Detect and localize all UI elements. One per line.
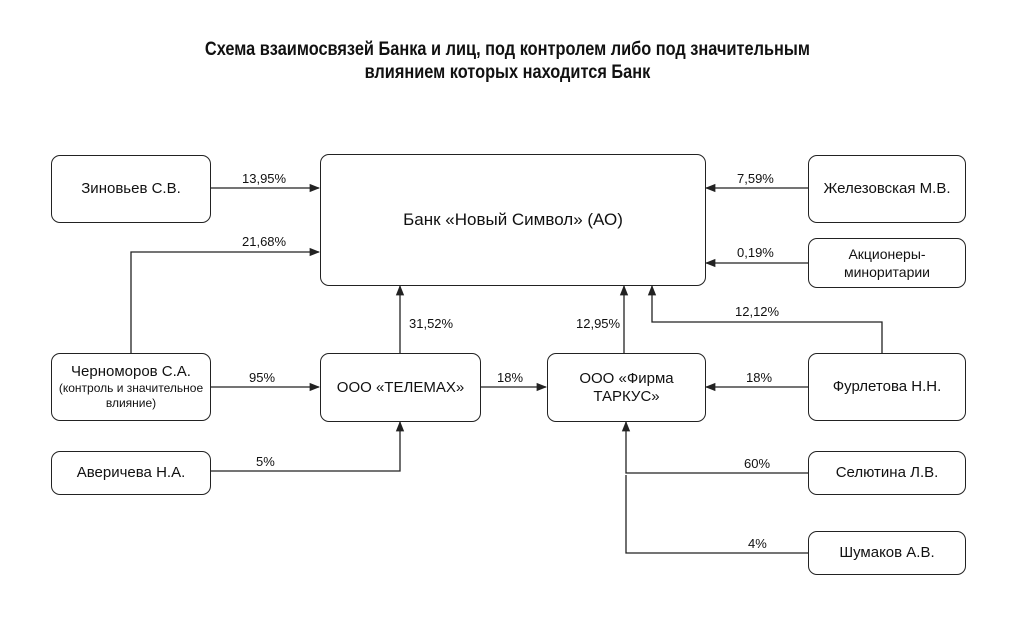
node-furletova <box>808 353 966 421</box>
node-chernomorov <box>51 353 211 421</box>
node-chernomorov-note: (контроль и значительное влияние) <box>58 381 204 410</box>
label-zinoviev-bank: 13,95% <box>242 171 287 186</box>
node-shumakov-label: Шумаков А.В. <box>839 544 935 561</box>
label-furletova-bank: 12,12% <box>735 304 780 319</box>
edge-chernomorov-bank <box>131 252 319 353</box>
title-line-2: влиянием которых находится Банк <box>364 62 651 83</box>
node-zinoviev-label: Зиновьев С.В. <box>81 180 181 197</box>
label-telemax-tarkus: 18% <box>497 370 524 385</box>
node-bank-label: Банк «Новый Символ» (АО) <box>403 210 623 229</box>
label-avericheva-telemax: 5% <box>256 454 275 469</box>
node-telemax-label: ООО «ТЕЛЕМАХ» <box>336 378 465 396</box>
node-furletova-label: Фурлетова Н.Н. <box>832 378 942 395</box>
label-furletova-tarkus: 18% <box>746 370 773 385</box>
node-shumakov <box>808 531 966 575</box>
node-zhelezovskaya-label: Железовская М.В. <box>823 180 951 197</box>
label-zhelezovskaya-bank: 7,59% <box>737 171 774 186</box>
node-bank <box>320 154 706 286</box>
title-line-1: Схема взаимосвязей Банка и лиц, под контролем либо под значительным <box>204 39 810 60</box>
label-telemax-bank: 31,52% <box>409 316 454 331</box>
node-selyutina-label: Селютина Л.В. <box>835 464 939 481</box>
node-avericheva <box>51 451 211 495</box>
edge-avericheva-telemax <box>211 422 400 471</box>
node-zhelezovskaya <box>808 155 966 223</box>
node-selyutina <box>808 451 966 495</box>
node-telemax <box>320 353 481 422</box>
node-tarkus <box>547 353 706 422</box>
label-minority-bank: 0,19% <box>737 245 774 260</box>
node-zinoviev <box>51 155 211 223</box>
label-tarkus-bank: 12,95% <box>576 316 621 331</box>
edge-shumakov-tarkus <box>626 475 808 553</box>
edge-selyutina-tarkus <box>626 422 808 473</box>
node-chernomorov-label: Черноморов С.А. <box>71 363 191 380</box>
label-selyutina-tarkus: 60% <box>744 456 771 471</box>
label-shumakov-tarkus: 4% <box>748 536 767 551</box>
node-avericheva-label: Аверичева Н.А. <box>76 464 186 481</box>
label-chernomorov-bank: 21,68% <box>242 234 287 249</box>
node-minority-label: Акционеры-миноритарии <box>843 246 931 280</box>
label-chernomorov-telemax: 95% <box>249 370 276 385</box>
node-minority <box>808 238 966 288</box>
node-tarkus-label: ООО «Фирма ТАРКУС» <box>579 369 674 405</box>
